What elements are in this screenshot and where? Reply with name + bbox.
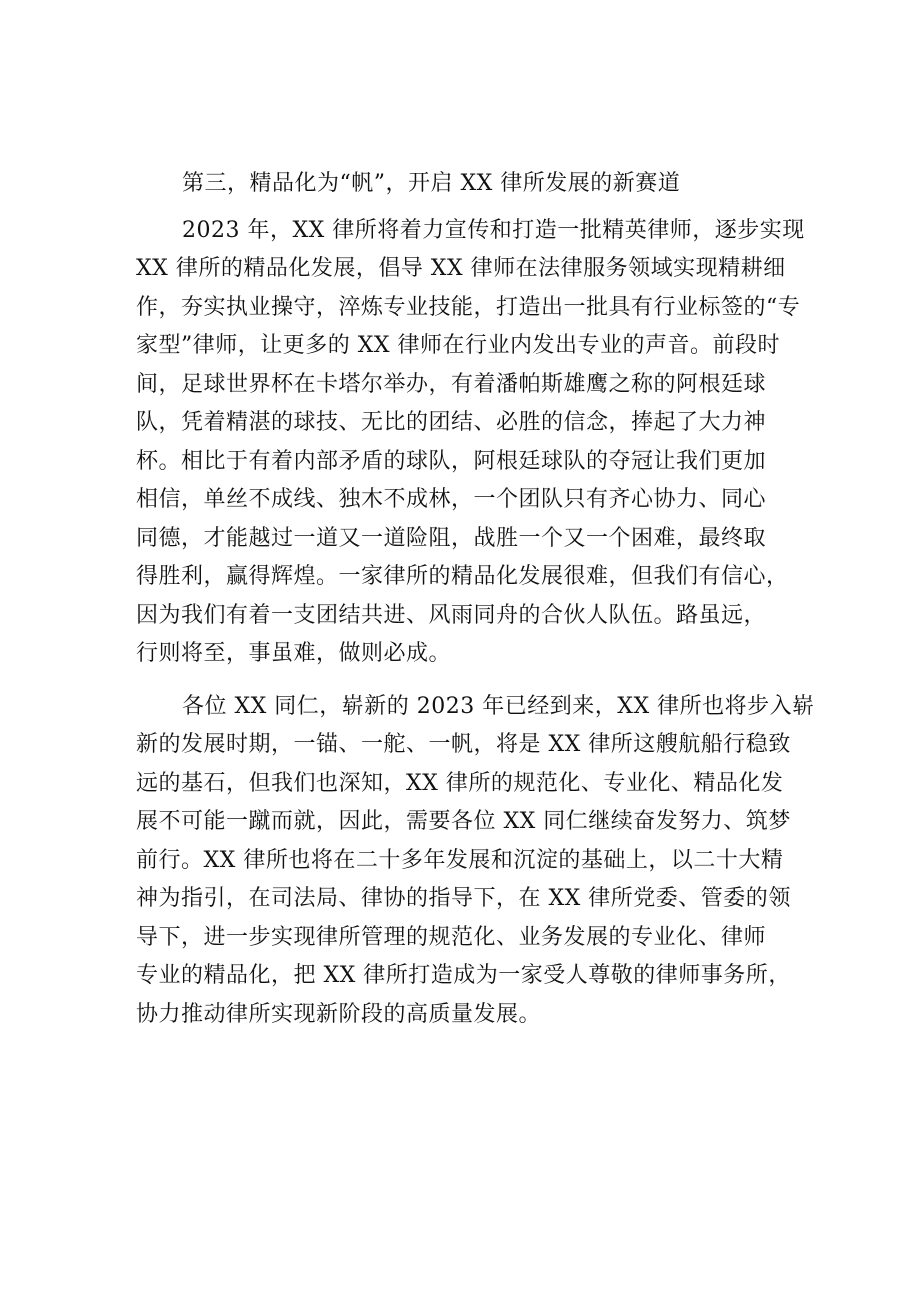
paragraph-line: 新的发展时期，一锚、一舵、一帆，将是 XX 律所这艘航船行稳致: [136, 732, 791, 757]
paragraph-line: 间，足球世界杯在卡塔尔举办，有着潘帕斯雄鹰之称的阿根廷球: [136, 371, 767, 397]
paragraph-line: XX 律所的精品化发展，倡导 XX 律师在法律服务领域实现精耕细: [136, 256, 786, 281]
paragraph-spacer: [136, 674, 798, 688]
paragraph-line: 同德，才能越过一道又一道险阻，战胜一个又一个困难，最终取: [136, 525, 767, 551]
paragraph-line: 展不可能一蹴而就，因此，需要各位 XX 同仁继续奋发努力、筑梦: [136, 809, 791, 834]
paragraph-line: 得胜利，赢得辉煌。一家律所的精品化发展很难，但我们有信心，: [136, 564, 789, 589]
paragraph-line: 各位 XX 同仁，崭新的 2023 年已经到来，XX 律所也将步入崭: [182, 693, 815, 719]
paragraph-line: 因为我们有着一支团结共进、风雨同舟的合伙人队伍。路虽远，: [136, 602, 767, 628]
paragraph-line: 家型”律师，让更多的 XX 律师在行业内发出专业的声音。前段时: [136, 333, 781, 358]
paragraph-line: 神为指引，在司法局、律协的指导下，在 XX 律所党委、管委的领: [136, 886, 791, 911]
section-heading: 第三，精品化为“帆”，开启 XX 律所发展的新赛道: [182, 171, 681, 196]
paragraph-line: 前行。XX 律所也将在二十多年发展和沉淀的基础上，以二十大精: [136, 847, 784, 873]
paragraph-line: 队，凭着精湛的球技、无比的团结、必胜的信念，捧起了大力神: [136, 410, 767, 435]
paragraph-line: 2023 年，XX 律所将着力宣传和打造一批精英律师，逐步实现: [182, 217, 805, 243]
paragraph-line: 远的基石，但我们也深知，XX 律所的规范化、专业化、精品化发: [136, 770, 784, 796]
document-body: [136, 165, 815, 1034]
paragraph-line: 相信，单丝不成线、独木不成林，一个团队只有齐心协力、同心: [136, 487, 767, 512]
paragraph-line: 作，夯实执业操守，淬炼专业技能，打造出一批具有行业标签的“专: [136, 294, 801, 320]
paragraph-line: 导下，进一步实现律所管理的规范化、业务发展的专业化、律师: [136, 924, 767, 950]
paragraph-line: 协力推动律所实现新阶段的高质量发展。: [136, 1001, 542, 1027]
paragraph-line: 行则将至，事虽难，做则必成。: [136, 641, 452, 666]
paragraph-1: [136, 212, 805, 674]
paragraph-line: 专业的精品化，把 XX 律所打造成为一家受人尊敬的律师事务所，: [136, 963, 791, 988]
paragraph-line: 杯。相比于有着内部矛盾的球队，阿根廷球队的夺冠让我们更加: [136, 448, 767, 474]
paragraph-2: [136, 688, 815, 1035]
